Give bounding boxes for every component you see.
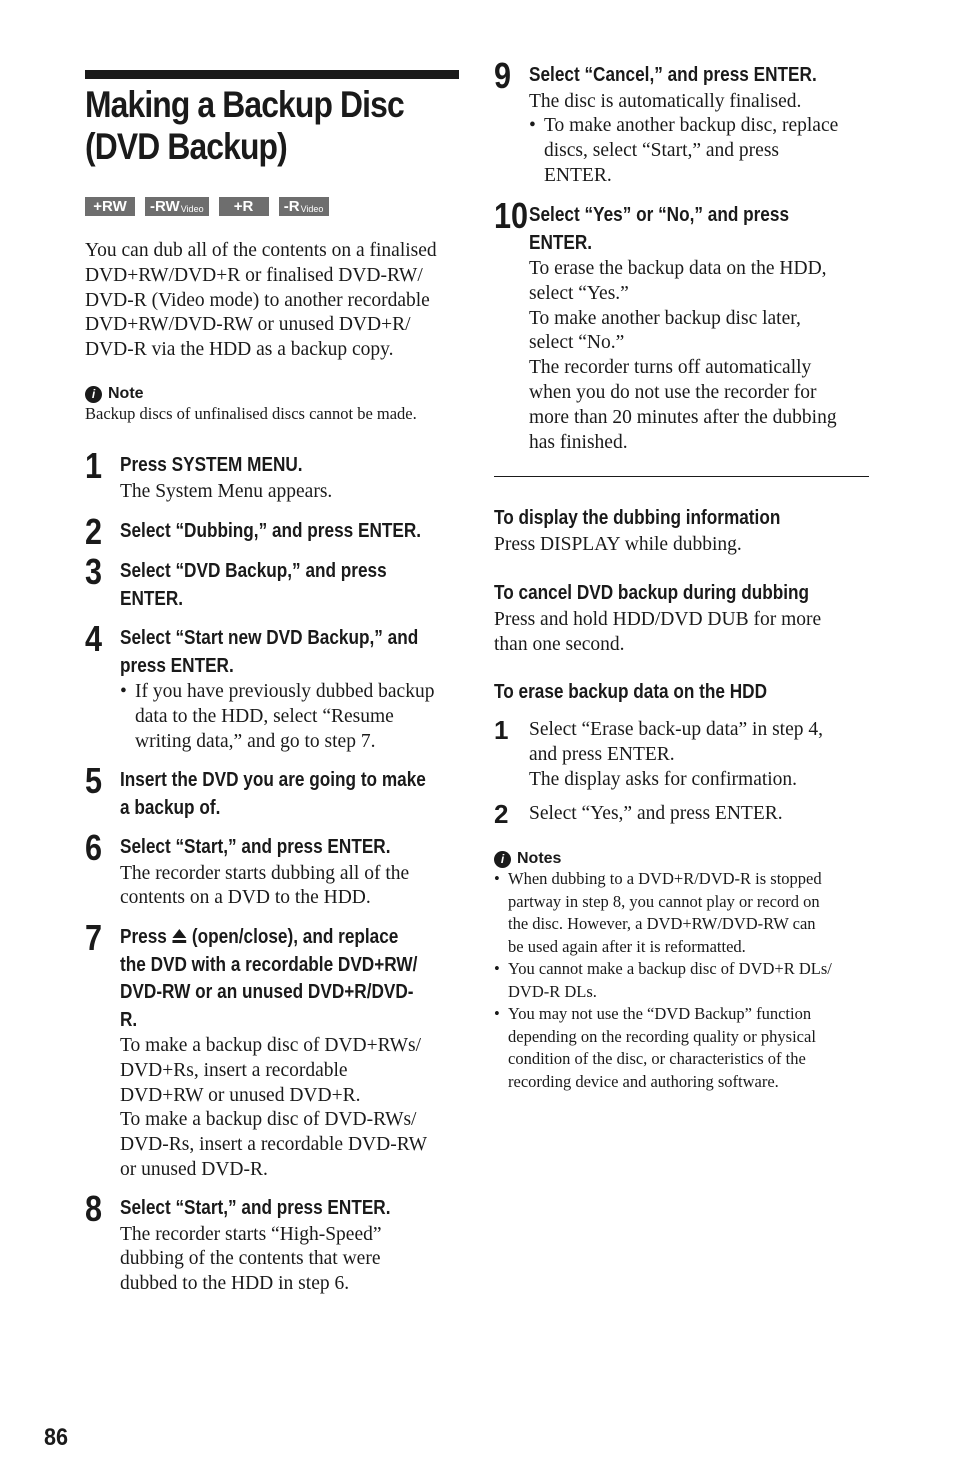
step-bullet: • If you have previously dubbed backup data to the HDD, select “Resume writing data,” and go to step 7. <box>120 680 465 754</box>
erase-step-number: 2 <box>494 799 509 829</box>
step-heading: DVD-RW or an unused DVD+R/DVD- <box>120 981 414 1003</box>
section-divider <box>494 476 869 477</box>
step-heading: ENTER. <box>529 231 593 254</box>
step-heading: Select “Dubbing,” and press ENTER. <box>120 520 422 542</box>
step-number: 8 <box>85 1188 103 1229</box>
title-line-2: (DVD Backup) <box>85 126 287 167</box>
notes-list <box>494 868 874 1093</box>
step-number: 3 <box>85 551 103 592</box>
disc-type-badges <box>85 197 329 216</box>
step-heading: Select “Start,” and press ENTER. <box>120 1197 391 1219</box>
step-number: 10 <box>494 195 529 236</box>
step-body: The recorder starts dubbing all of the <box>120 862 410 884</box>
eject-icon <box>172 927 187 945</box>
notes-label: Notes <box>517 850 562 867</box>
step-heading: R. <box>120 1008 138 1031</box>
step-heading: a backup of. <box>120 796 221 819</box>
step-number: 5 <box>85 760 103 801</box>
step-heading: press ENTER. <box>120 654 234 677</box>
step-heading: Select “DVD Backup,” and press <box>120 560 387 582</box>
step-number: 2 <box>85 511 103 552</box>
badge-plus-r: +R <box>219 197 269 216</box>
step-number: 4 <box>85 618 103 659</box>
step-number: 9 <box>494 55 512 96</box>
step-heading: Insert the DVD you are going to make <box>120 769 426 791</box>
title-line-1: Making a Backup Disc <box>85 84 404 125</box>
step-body: The disc is automatically finalised. <box>529 90 802 112</box>
step-body: To make a backup disc of DVD+RWs/ DVD+Rs, insert a recordable DVD+RW or unused DVD+R. To make a backup disc of DVD-RWs/ DVD-Rs, insert a recordable DVD-RW or unused DVD-R. <box>120 1035 428 1180</box>
notes-icon: i <box>494 851 511 868</box>
title-rule <box>85 70 459 79</box>
step-heading: the DVD with a recordable DVD+RW/ <box>120 953 418 976</box>
badge-minus-r-video: -R Video <box>279 197 329 216</box>
step-number: 7 <box>85 917 103 958</box>
erase-step-text: Select “Erase back-up data” in step 4, and press ENTER. The display asks for confirmation. <box>529 719 823 790</box>
step-heading: Select “Start,” and press ENTER. <box>120 836 391 858</box>
step-heading: ENTER. <box>120 587 184 610</box>
erase-step-number: 1 <box>494 715 509 745</box>
erase-step-text: Select “Yes,” and press ENTER. <box>529 803 783 824</box>
note-item: • When dubbing to a DVD+R/DVD-R is stopped partway in step 8, you cannot play or record on the disc. However, a DVD+RW/DVD-RW can be used again after it is reformatted. <box>494 868 874 958</box>
intro-paragraph: You can dub all of the contents on a finalised DVD+RW/DVD+R or finalised DVD-RW/ DVD-R (Video mode) to another recordable DVD+RW/DVD-RW or unused DVD+R/ DVD-R via the HDD as a backup copy. <box>85 240 437 361</box>
step-number: 1 <box>85 445 103 486</box>
badge-minus-rw-video: -RW Video <box>145 197 209 216</box>
section-heading-erase: To erase backup data on the HDD <box>494 681 768 703</box>
notes-block <box>494 850 874 1093</box>
badge-plus-rw: +RW <box>85 197 135 216</box>
step-number: 6 <box>85 827 103 868</box>
section-heading-display: To display the dubbing information <box>494 507 781 529</box>
note-item: • You cannot make a backup disc of DVD+R DLs/ DVD-R DLs. <box>494 958 874 1003</box>
step-body: contents on a DVD to the HDD. <box>120 887 371 909</box>
page-title <box>85 84 412 168</box>
step-heading: Select “Yes” or “No,” and press <box>529 204 790 226</box>
step-heading: Select “Start new DVD Backup,” and <box>120 627 419 649</box>
step-body: The recorder starts “High-Speed” dubbing of the contents that were dubbed to the HDD in step 6. <box>120 1223 382 1295</box>
step-body: The System Menu appears. <box>120 480 333 502</box>
section-heading-cancel: To cancel DVD backup during dubbing <box>494 582 810 604</box>
step-heading: Select “Cancel,” and press ENTER. <box>529 64 817 86</box>
note-icon: i <box>85 386 102 403</box>
section-body-cancel: Press and hold HDD/DVD DUB for more than one second. <box>494 609 822 655</box>
step-heading: Press SYSTEM MENU. <box>120 454 303 476</box>
page-number: 86 <box>44 1424 69 1451</box>
step-bullet: • To make another backup disc, replace discs, select “Start,” and press ENTER. <box>529 114 874 188</box>
note-block <box>85 385 465 425</box>
step-heading: Press (open/close), and replace <box>120 926 399 948</box>
note-item: • You may not use the “DVD Backup” function depending on the recording quality or physical condition of the disc, or characteristics of the recording device and authoring software. <box>494 1003 874 1093</box>
note-text: Backup discs of unfinalised discs cannot be made. <box>85 404 417 423</box>
step-body: To erase the backup data on the HDD, select “Yes.” To make another backup disc later, select “No.” The recorder turns off automatically when you do not use the recorder for more than 20 minutes after the dubbing has finished. <box>529 258 837 453</box>
section-body-display: Press DISPLAY while dubbing. <box>494 534 742 555</box>
note-label: Note <box>108 385 144 402</box>
